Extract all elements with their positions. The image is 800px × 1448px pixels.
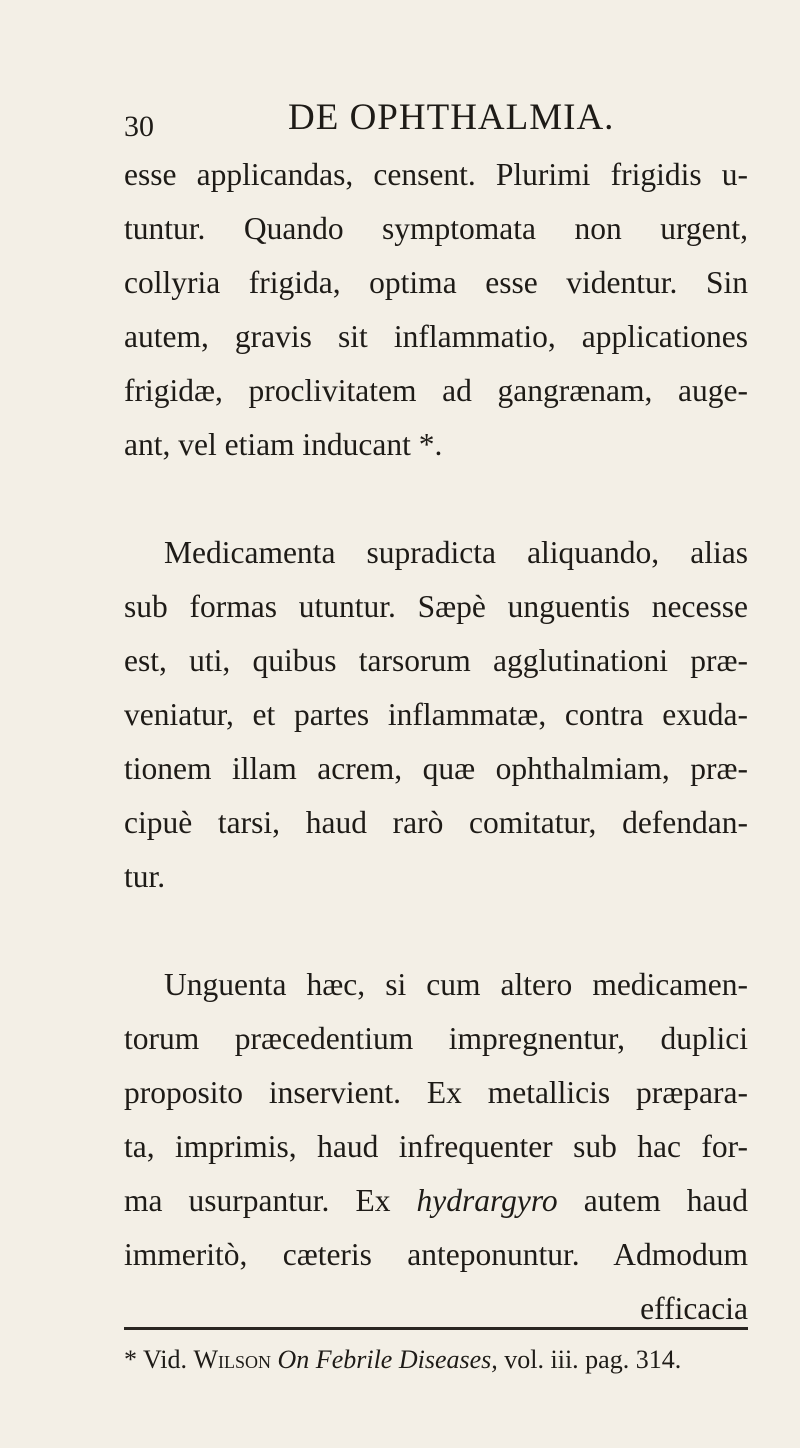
paragraph-2 xyxy=(124,526,748,904)
paragraph-1 xyxy=(124,148,748,472)
body-text xyxy=(124,148,748,1336)
text-line: cipuè tarsi, haud rarò comitatur, defendan- xyxy=(124,805,748,840)
text-line: tur. xyxy=(124,859,166,894)
text-line: frigidæ, proclivitatem ad gangrænam, auge- xyxy=(124,373,748,408)
text-line: tionem illam acrem, quæ ophthalmiam, præ- xyxy=(124,751,748,786)
footnote-pre: Vid. xyxy=(143,1345,187,1374)
text-segment: autem haud xyxy=(583,1183,748,1218)
footnote xyxy=(124,1345,748,1375)
text-segment: ma usurpantur. Ex xyxy=(124,1183,391,1218)
footnote-author: Wilson xyxy=(193,1345,272,1374)
text-line: Unguenta hæc, si cum altero medicamen- xyxy=(164,967,748,1002)
text-line: Medicamenta supradicta aliquando, alias xyxy=(164,535,748,570)
page-number: 30 xyxy=(124,110,154,143)
paragraph-gap xyxy=(124,904,748,958)
text-line: autem, gravis sit inflammatio, applicationes xyxy=(124,319,748,354)
footnote-title: On Febrile Diseases, xyxy=(277,1345,498,1374)
footnote-rule xyxy=(124,1327,748,1330)
text-line: veniatur, et partes inflammatæ, contra exuda- xyxy=(124,697,748,732)
text-line: ant, vel etiam inducant *. xyxy=(124,427,443,462)
text-line: est, uti, quibus tarsorum agglutinationi præ- xyxy=(124,643,748,678)
footnote-mark: * xyxy=(124,1345,137,1374)
text-line: collyria frigida, optima esse videntur. Sin xyxy=(124,265,748,300)
text-line: immeritò, cæteris anteponuntur. Admodum xyxy=(124,1237,748,1272)
italic-term: hydrargyro xyxy=(416,1183,558,1218)
footnote-rest: vol. iii. pag. 314. xyxy=(504,1345,682,1374)
text-line: tuntur. Quando symptomata non urgent, xyxy=(124,211,748,246)
running-head: DE OPHTHALMIA. xyxy=(288,97,615,138)
page-header xyxy=(0,96,800,146)
text-line: proposito inservient. Ex metallicis præpara- xyxy=(124,1075,748,1110)
text-line: ta, imprimis, haud infrequenter sub hac for- xyxy=(124,1129,748,1164)
paragraph-gap xyxy=(124,472,748,526)
catchword: efficacia xyxy=(640,1291,748,1326)
text-line: sub formas utuntur. Sæpè unguentis necesse xyxy=(124,589,748,624)
text-line-mixed xyxy=(124,1174,748,1228)
text-line: esse applicandas, censent. Plurimi frigidis u- xyxy=(124,157,748,192)
paragraph-3 xyxy=(124,958,748,1336)
text-line: torum præcedentium impregnentur, duplici xyxy=(124,1021,748,1056)
